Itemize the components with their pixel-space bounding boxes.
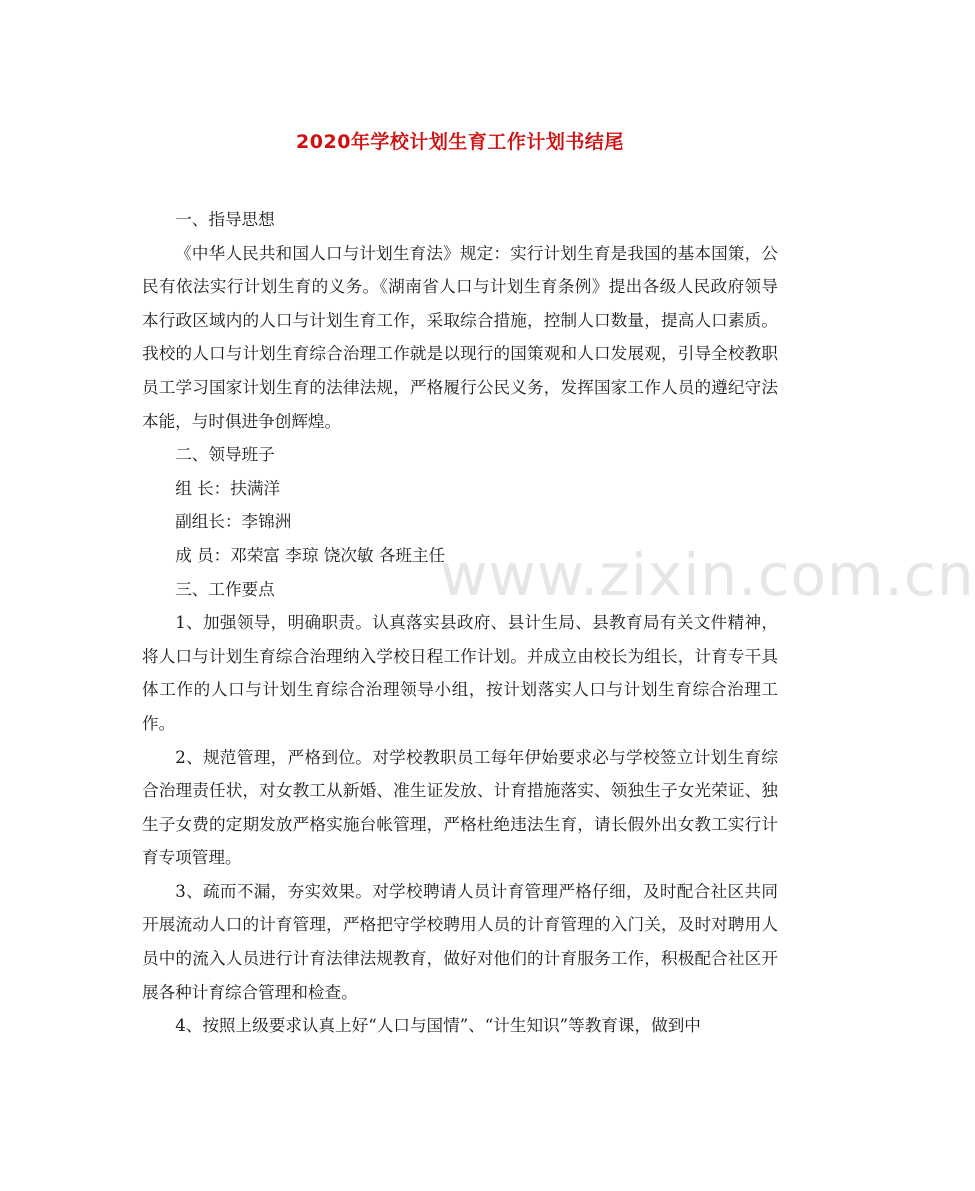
watermark-text: www.zixin.com.cn xyxy=(440,541,975,609)
leader-line: 组 长：扶满洋 xyxy=(175,478,281,498)
document-title: 2020年学校计划生育工作计划书结尾 xyxy=(296,131,624,153)
deputy-leader-line: 副组长：李锦洲 xyxy=(175,512,292,532)
work-point-1: 1、加强领导，明确职责。认真落实县政府、县计生局、县教育局有关文件精神，将人口与计划生育综合治理纳入学校日程工作计划。并成立由校长为组长，计育专干具体工作的人口与计划生育综合治理领导小组，按计划落实人口与计划生育综合治理工作。 xyxy=(142,613,778,733)
document-body xyxy=(142,203,778,1043)
work-point-2: 2、规范管理，严格到位。对学校教职员工每年伊始要求必与学校签立计划生育综合治理责任状，对女教工从新婚、准生证发放、计育措施落实、领独生子女光荣证、独生子女费的定期发放严格实施台帐管理，严格杜绝违法生育，请长假外出女教工实行计育专项管理。 xyxy=(142,747,778,868)
work-point-3: 3、疏而不漏，夯实效果。对学校聘请人员计育管理严格仔细，及时配合社区共同开展流动人口的计育管理，严格把守学校聘用人员的计育管理的入门关，及时对聘用人员中的流入人员进行计育法律法规教育，做好对他们的计育服务工作，积极配合社区开展各种计育综合管理和检查。 xyxy=(142,881,778,1002)
paragraph-guiding-ideology: 《中华人民共和国人口与计划生育法》规定：实行计划生育是我国的基本国策，公民有依法实行计划生育的义务。《湖南省人口与计划生育条例》提出各级人民政府领导本行政区域内的人口与计划生育工作，采取综合措施，控制人口数量，提高人口素质。我校的人口与计划生育综合治理工作就是以现行的国策观和人口发展观，引导全校教职员工学习国家计划生育的法律法规，严格履行公民义务，发挥国家工作人员的遵纪守法本能，与时俱进争创辉煌。 xyxy=(142,243,778,431)
section-heading-work-points: 三、工作要点 xyxy=(175,579,275,599)
section-heading-guiding-ideology: 一、指导思想 xyxy=(175,210,275,229)
members-line: 成 员：邓荣富 李琼 饶次敏 各班主任 xyxy=(175,545,446,565)
work-point-4: 4、按照上级要求认真上好“人口与国情”、“计生知识”等教育课，做到中 xyxy=(175,1016,701,1036)
section-heading-leadership: 二、领导班子 xyxy=(175,445,275,465)
